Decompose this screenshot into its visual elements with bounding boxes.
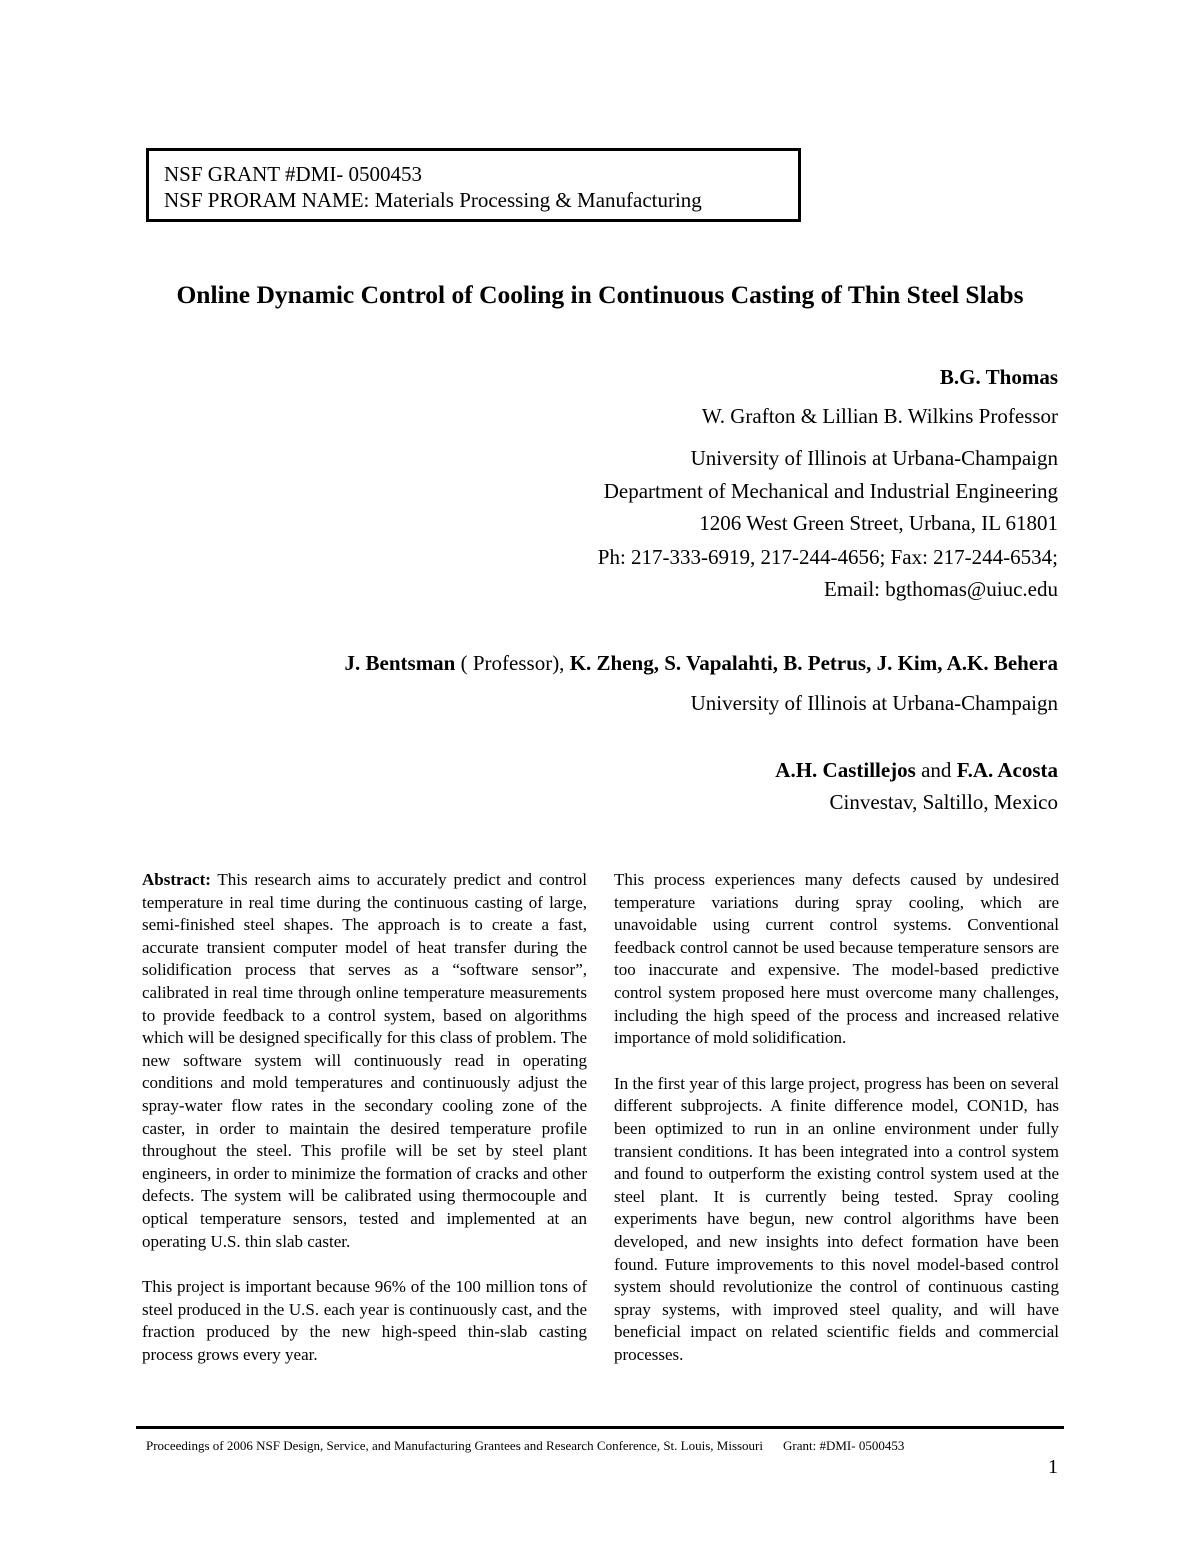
abstract-paragraph-1: [142, 869, 587, 1253]
footer: [146, 1438, 904, 1454]
author-bentsman-role: ( Professor),: [455, 651, 570, 675]
author-name-thomas: B.G. Thomas: [939, 365, 1058, 389]
program-name: NSF PRORAM NAME: Materials Processing & Manufacturing: [164, 188, 702, 212]
footer-grant: Grant: #DMI- 0500453: [783, 1438, 905, 1453]
author-group-cinvestav: [775, 758, 1058, 783]
author-group-cinvestav-affiliation: Cinvestav, Saltillo, Mexico: [829, 790, 1058, 814]
abstract-label: Abstract:: [142, 870, 211, 889]
author-bentsman: J. Bentsman: [344, 651, 456, 675]
author-phone: Ph: 217-333-6919, 217-244-4656; Fax: 217-244-6534;: [597, 545, 1058, 569]
author-group-uiuc: [345, 651, 1058, 676]
author-university: University of Illinois at Urbana-Champaign: [690, 446, 1058, 470]
author-position: W. Grafton & Lillian B. Wilkins Professor: [701, 404, 1058, 428]
author-address: 1206 West Green Street, Urbana, IL 61801: [699, 511, 1058, 535]
abstract-column-right: [614, 869, 1059, 1366]
footer-proceedings: Proceedings of 2006 NSF Design, Service, and Manufacturing Grantees and Research Conference, St. Louis, Missouri: [146, 1438, 763, 1453]
author-group-uiuc-affiliation: University of Illinois at Urbana-Champaign: [690, 691, 1058, 715]
author-department: Department of Mechanical and Industrial Engineering: [603, 479, 1058, 503]
abstract-paragraph-3: This process experiences many defects caused by undesired temperature variations during spray cooling, which are unavoidable using current control systems. Conventional feedback control cannot be used because temperature sensors are too inaccurate and expensive. The model-based predictive control system proposed here must overcome many challenges, including the high speed of the process and increased relative importance of mold solidification.: [614, 870, 1059, 1048]
author-conjunction: and: [915, 758, 957, 782]
abstract-text-1: This research aims to accurately predict and control temperature in real time during the continuous casting of large, semi-finished steel shapes. The approach is to create a fast, accurate transient computer model of heat transfer during the solidification process that serves as a “software sensor”, calibrated in real time through online temperature measurements to provide feedback to a control system, based on algorithms which will be designed specifically for this class of problem. The new software system will continuously read in operating conditions and mold temperatures and continuously adjust the spray-water flow rates in the secondary cooling zone of the caster, in order to maintain the desired temperature profile throughout the steel. This profile will be set by steel plant engineers, in order to minimize the formation of cracks and other defects. The system will be calibrated using thermocouple and optical temperature sensors, tested and implemented at an operating U.S. thin slab caster.: [142, 870, 587, 1251]
coauthors-list: K. Zheng, S. Vapalahti, B. Petrus, J. Kim, A.K. Behera: [569, 651, 1058, 675]
author-acosta: F.A. Acosta: [956, 758, 1058, 782]
grant-info-box: [146, 148, 801, 222]
abstract-column-left: [142, 869, 587, 1366]
author-email: Email: bgthomas@uiuc.edu: [824, 577, 1058, 601]
paper-title: Online Dynamic Control of Cooling in Continuous Casting of Thin Steel Slabs: [176, 280, 1024, 309]
abstract-paragraph-2: This project is important because 96% of the 100 million tons of steel produced in the U.S. each year is continuously cast, and the fraction produced by the new high-speed thin-slab casting process grows every year.: [142, 1277, 587, 1364]
abstract-paragraph-4: In the first year of this large project, progress has been on several different subprojects. A finite difference model, CON1D, has been optimized to run in an online environment under fully transient conditions. It has been integrated into a control system and found to outperform the existing control system used at the steel plant. It is currently being tested. Spray cooling experiments have begun, new control algorithms have been developed, and new insights into defect formation have been found. Future improvements to this novel model-based control system should revolutionize the control of continuous casting spray systems, with improved steel quality, and will have beneficial impact on related scientific fields and commercial processes.: [614, 1073, 1059, 1364]
author-castillejos: A.H. Castillejos: [775, 758, 916, 782]
grant-number: NSF GRANT #DMI- 0500453: [164, 162, 423, 186]
page-number: 1: [1048, 1456, 1058, 1478]
footer-divider: [136, 1426, 1064, 1429]
